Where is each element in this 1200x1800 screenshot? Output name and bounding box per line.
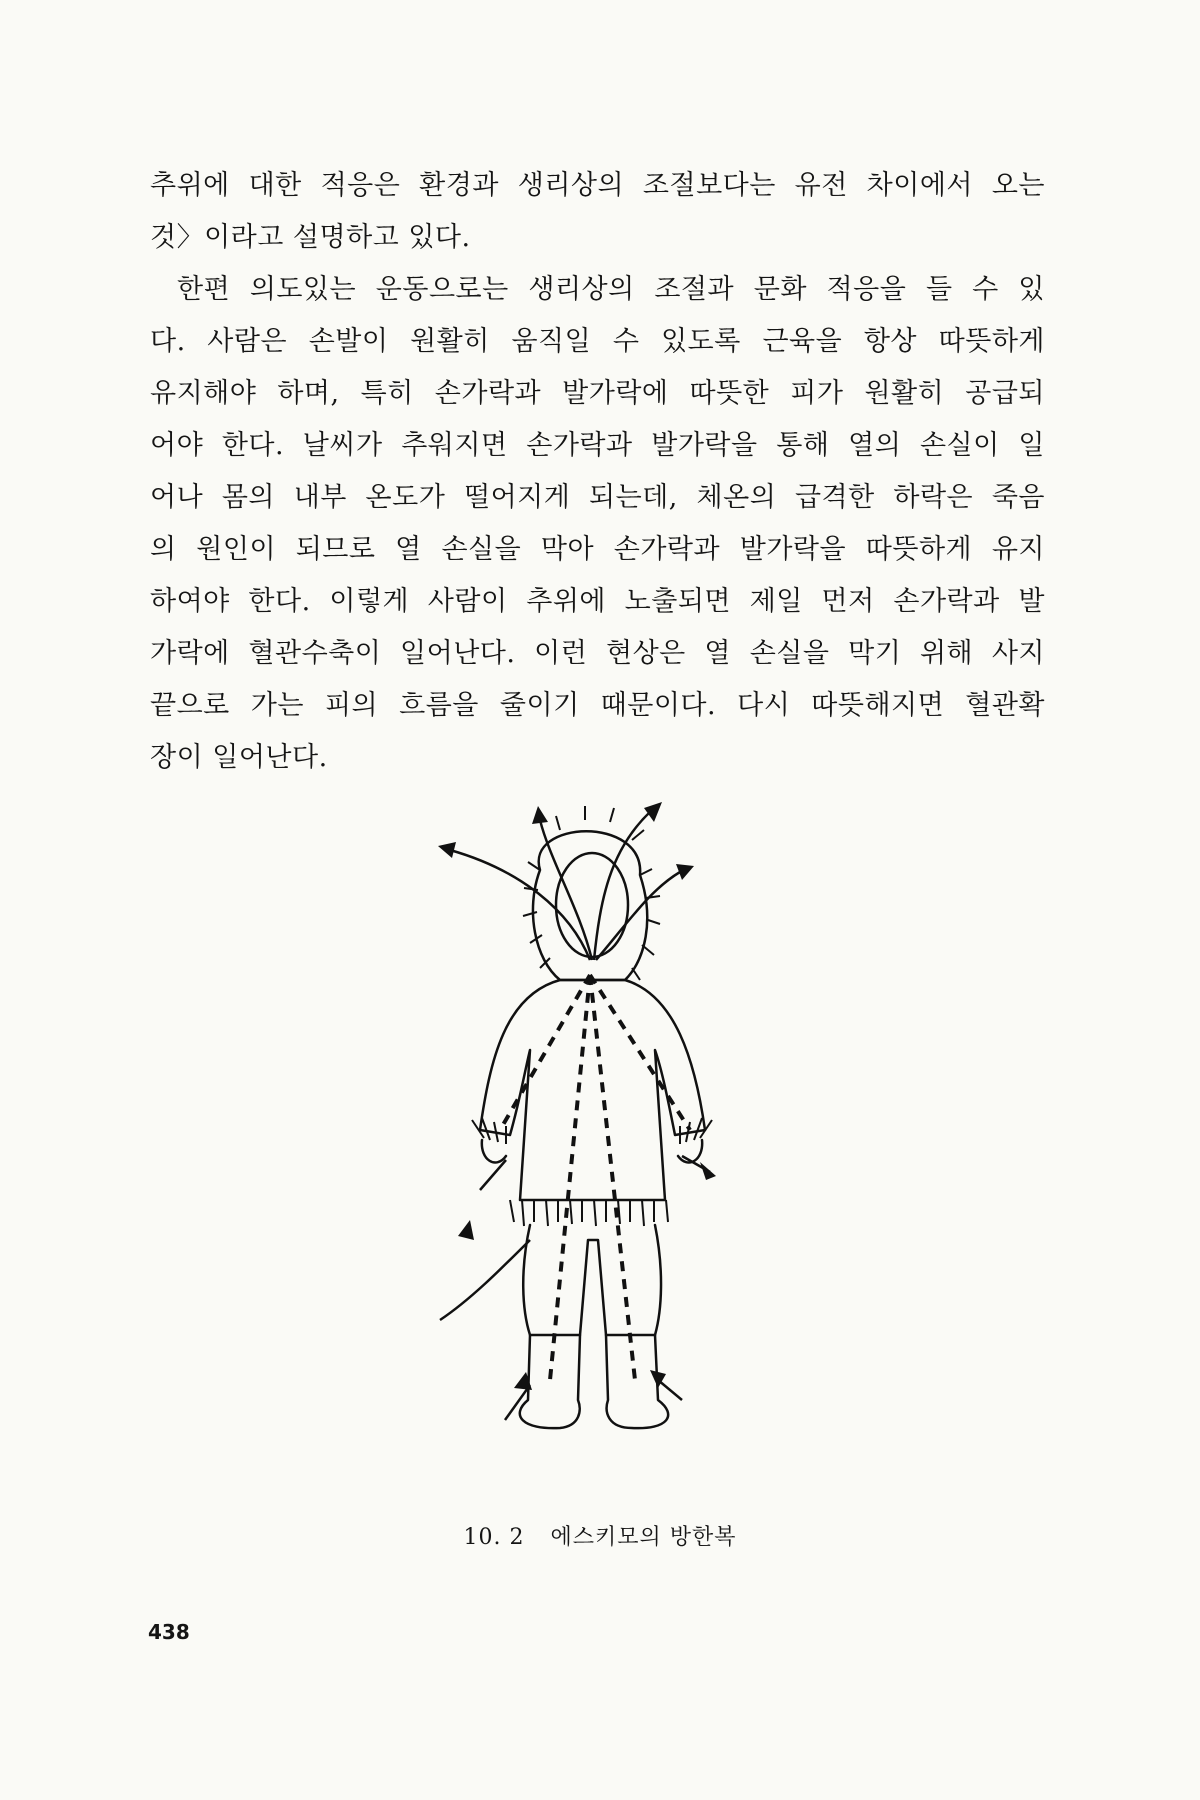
arrow-hand-left [480, 1160, 506, 1190]
body-line-1: 추위에 대한 적응은 환경과 생리상의 조절보다는 유전 차이에서 오는 [150, 170, 1045, 201]
eskimo-parka-illustration [410, 800, 770, 1500]
arrow-head-left-tip [438, 842, 456, 858]
pants [523, 1225, 661, 1335]
flow-line-left-leg [550, 975, 590, 1380]
arrow-head-right [596, 872, 680, 960]
arrow-foot-right [658, 1380, 682, 1400]
body-line-3: 한편 의도있는 운동으로는 생리상의 조절과 문화 적응을 들 수 있 [177, 274, 1045, 305]
page-number: 438 [148, 1620, 190, 1644]
figure-number: 10. 2 [463, 1525, 525, 1550]
eskimo-figure-drawing [410, 800, 770, 1500]
body-line-5: 유지해야 하며, 특히 손가락과 발가락에 따뜻한 피가 원활히 공급되 [150, 378, 1045, 409]
arrow-head-up-tip [644, 802, 662, 822]
face-opening [556, 853, 628, 957]
body-line-7: 어나 몸의 내부 온도가 떨어지게 되는데, 체온의 급격한 하락은 죽음 [150, 482, 1045, 513]
body-line-11: 끝으로 가는 피의 흐름을 줄이기 때문이다. 다시 따뜻해지면 혈관확 [150, 690, 1045, 721]
body-line-9: 하여야 한다. 이렇게 사람이 추위에 노출되면 제일 먼저 손가락과 발 [150, 586, 1045, 617]
body-line-2: 것〉이라고 설명하고 있다. [150, 222, 471, 253]
body-line-8: 의 원인이 되므로 열 손실을 막아 손가락과 발가락을 따뜻하게 유지 [150, 534, 1045, 565]
flow-line-right-leg [590, 975, 635, 1380]
arrow-hip-left-tip [458, 1220, 474, 1240]
cuff-fur [472, 1118, 712, 1144]
figure-caption-text: 에스키모의 방한복 [550, 1525, 737, 1550]
arrow-head-up [594, 812, 650, 960]
arrow-hip-left [440, 1240, 530, 1320]
left-hand [482, 1140, 506, 1163]
body-text [150, 160, 1045, 784]
body-line-10: 가락에 혈관수축이 일어난다. 이런 현상은 열 손실을 막기 위해 사지 [150, 638, 1045, 669]
figure-caption [0, 1520, 1200, 1551]
hem-fur [510, 1200, 668, 1226]
arrow-head-up-left-tip [532, 806, 548, 824]
arrow-hand-right-tip [700, 1162, 716, 1180]
body-line-4: 다. 사람은 손발이 원활히 움직일 수 있도록 근육을 항상 따뜻하게 [150, 326, 1045, 357]
body-line-12: 장이 일어난다. [150, 742, 328, 773]
right-hand [678, 1140, 702, 1163]
body-line-6: 어야 한다. 날씨가 추워지면 손가락과 발가락을 통해 열의 손실이 일 [150, 430, 1045, 461]
